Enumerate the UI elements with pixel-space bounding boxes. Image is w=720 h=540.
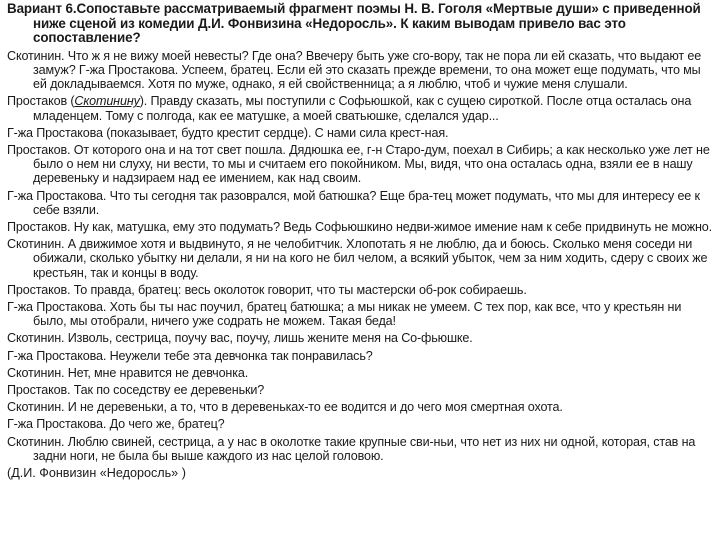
speaker: Простаков. xyxy=(7,383,71,398)
stage-note-open: ( xyxy=(66,94,75,109)
line-text: Так по соседству ее деревеньки? xyxy=(73,383,265,398)
speaker: Скотинин. xyxy=(7,237,65,252)
line-text: Правду сказать, мы поступили с Софьюшкой, как с сущею сироткой. После отца осталась она младенцем. Тому с полгода, как ее матушке, а моей сватьюшке, сделался удар... xyxy=(33,94,692,123)
line-text: До чего же, братец? xyxy=(109,417,225,432)
source-citation: (Д.И. Фонвизин «Недоросль» ) xyxy=(7,466,186,481)
line-text: Нет, мне нравится не девчонка. xyxy=(67,365,249,380)
dialogue-line xyxy=(7,383,713,397)
speaker: Простаков. xyxy=(7,220,71,235)
line-text: Люблю свиней, сестрица, а у нас в околотке такие крупные сви-ньи, что нет из них ни одной, которая, став на задни ноги, не была бы выше каждого из нас целой головою. xyxy=(33,434,696,463)
speaker: Скотинин. xyxy=(7,48,65,63)
line-text: Ну как, матушка, ему это подумать? Ведь Софьюшкино недви-жимое имение нам к себе придвинуть не можно. xyxy=(73,220,712,235)
dialogue-line xyxy=(7,237,713,280)
dialogue-line xyxy=(7,143,713,186)
speaker: Скотинин. xyxy=(7,331,65,346)
stage-note-close: ). xyxy=(139,94,148,109)
speaker: Простаков. xyxy=(7,282,71,297)
dialogue-line xyxy=(7,366,713,380)
task-heading: Вариант 6.Сопоставьте рассматриваемый фрагмент поэмы Н. В. Гоголя «Мертвые души» с приведенной ниже сценой из комедии Д.И. Фонвизина «Недоросль». К каким выводам привело вас это сопоставление? xyxy=(7,1,701,46)
line-text: А движимое хотя и выдвинуто, я не челобитчик. Хлопотать я не люблю, да и боюсь. Сколько меня соседи ни обижали, сколько убытку ни делали, я ни на кого не бил челом, а всякий убыток, чем за ним ходить, сдеру с своих же крестьян, так и концы в воду. xyxy=(33,237,708,280)
speaker: Скотинин. xyxy=(7,365,65,380)
stage-note: Скотинину xyxy=(74,94,140,109)
speaker: Г-жа Простакова. xyxy=(7,348,107,363)
speaker: Г-жа Простакова. xyxy=(7,188,107,203)
dialogue-line xyxy=(7,400,713,414)
line-text: То правда, братец: весь околоток говорит, что ты мастерски об-рок собираешь. xyxy=(73,282,527,297)
dialogue-line xyxy=(7,435,713,463)
dialogue-line xyxy=(7,300,713,328)
speaker: Простаков. xyxy=(7,143,71,157)
line-text: Изволь, сестрица, поучу вас, поучу, лишь жените меня на Со-фьюшке. xyxy=(67,331,473,346)
speaker: Г-жа Простакова. xyxy=(7,300,107,315)
line-text: Что ты сегодня так разоврался, мой батюшка? Еще бра-тец может подумать, что мы для интересу ее к себе взяли. xyxy=(33,188,700,217)
dialogue-line xyxy=(7,283,713,297)
dialogue-line xyxy=(7,417,713,431)
speaker: Г-жа Простакова xyxy=(7,125,103,140)
dialogue-line xyxy=(7,49,713,92)
dialogue-line xyxy=(7,220,713,234)
dialogue-line xyxy=(7,189,713,217)
dialogue-line xyxy=(7,126,713,140)
dialogue-line xyxy=(7,331,713,345)
line-text: Что ж я не вижу моей невесты? Где она? Ввечеру быть уже сго-вору, так не пора ли ей сказать, что выдают ее замуж? Г-жа Простакова. Успеем, братец. Если ей это сказать прежде времени, то она может еще подумать, что мы ей докладываемся. Хотя по муже, однако, я ей свойственница; а я люблю, чтоб и чужие меня слушали. xyxy=(33,48,702,92)
speaker: Скотинин. xyxy=(7,400,65,415)
line-text: И не деревеньки, а то, что в деревеньках-то ее водится и до чего моя смертная охота. xyxy=(67,400,563,415)
speaker: Скотинин. xyxy=(7,434,65,449)
line-text: Хоть бы ты нас поучил, братец батюшка; а мы никак не умеем. С тех пор, как все, что у крестьян ни было, мы отобрали, ничего уже содрать не можем. Такая беда! xyxy=(33,300,682,329)
dialogue-line xyxy=(7,349,713,363)
dialogue-line xyxy=(7,94,713,122)
speaker: Простаков xyxy=(7,94,67,109)
line-text: Неужели тебе эта девчонка так понравилась? xyxy=(109,348,373,363)
line-text: От которого она и на тот свет пошла. Дядюшка ее, г-н Старо-дум, поехал в Сибирь; а как несколько уже лет не было о нем ни слуху, ни вести, то мы и считаем его покойником. Мы, видя, что она осталась одна, взяли ее в нашу деревеньку и надзираем над ее имением, как над своим. xyxy=(33,143,710,186)
speaker: Г-жа Простакова. xyxy=(7,417,107,432)
line-text: (показывает, будто крестит сердце). С нами сила крест-ная. xyxy=(106,125,449,140)
